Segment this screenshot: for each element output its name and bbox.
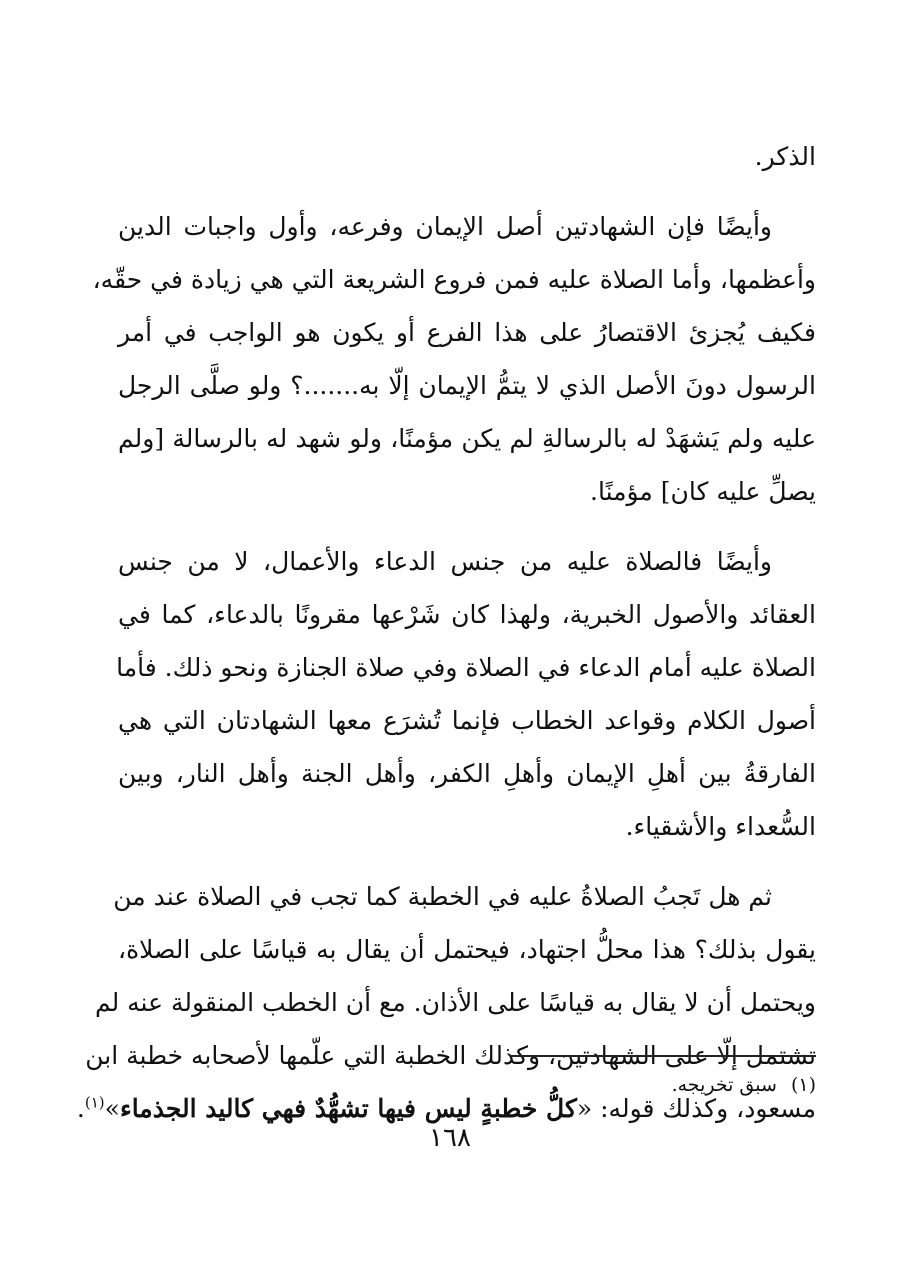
text-line: الصلاة عليه أمام الدعاء في الصلاة وفي صلاة الجنازة ونحو ذلك. فأما (116, 653, 816, 682)
quote-close: » (104, 1094, 120, 1123)
text-line: فكيف يُجزئ الاقتصارُ على هذا الفرع أو يكون هو الواجب في أمر (118, 318, 816, 347)
sentence-end: . (76, 1094, 85, 1123)
text-line: عليه ولم يَشهَدْ له بالرسالةِ لم يكن مؤمنًا، ولو شهد له بالرسالة [ولم (118, 424, 816, 453)
text-line: العقائد والأصول الخبرية، ولهذا كان شَرْعها مقرونًا بالدعاء، كما في (118, 600, 816, 629)
text-line: الرسول دونَ الأصل الذي لا يتمُّ الإيمان إلّا به.......؟ ولو صلَّى الرجل (118, 371, 816, 400)
paragraph-gap (118, 183, 816, 200)
footnote-text: سبق تخريجه. (671, 1074, 777, 1096)
text-line: يقول بذلك؟ هذا محلُّ اجتهاد، فيحتمل أن يقال به قياسًا على الصلاة، (118, 935, 816, 964)
quote-lead-in: مسعود، وكذلك قوله: « (576, 1094, 816, 1123)
text-line: الفارقةُ بين أهلِ الإيمان وأهلِ الكفر، وأهل الجنة وأهل النار، وبين (118, 759, 816, 788)
paragraph-gap (118, 518, 816, 535)
footnote-reference[interactable]: (١) (84, 1093, 105, 1112)
main-text (76, 130, 816, 1135)
paragraph-gap (118, 853, 816, 870)
text-line: أصول الكلام وقواعد الخطاب فإنما تُشرَع معها الشهادتان التي هي (118, 706, 816, 735)
text-line: ويحتمل أن لا يقال به قياسًا على الأذان. مع أن الخطب المنقولة عنه لم (94, 988, 816, 1017)
text-line: وأعظمها، وأما الصلاة عليه فمن فروع الشريعة التي هي زيادة في حقّه، (92, 265, 816, 294)
footnote-divider (510, 1055, 816, 1057)
text-line: وأيضًا فإن الشهادتين أصل الإيمان وفرعه، وأول واجبات الدين (118, 212, 772, 241)
footnote-number: (١) (790, 1074, 816, 1096)
page-number: ١٦٨ (429, 1123, 471, 1153)
text-line: السُّعداء والأشقياء. (625, 812, 816, 841)
text-line: يصلِّ عليه كان] مؤمنًا. (590, 477, 816, 506)
text-line: ثم هل تَجبُ الصلاةُ عليه في الخطبة كما تجب في الصلاة عند من (113, 882, 772, 911)
footnote (672, 1070, 816, 1100)
text-line: الذكر. (754, 142, 816, 171)
hadith-quote: كلُّ خطبةٍ ليس فيها تشهُّدٌ فهي كاليد الجذماء (119, 1094, 577, 1123)
text-line: وأيضًا فالصلاة عليه من جنس الدعاء والأعمال، لا من جنس (118, 547, 772, 576)
text-line: تشتمل إلّا على الشهادتين، وكذلك الخطبة التي علّمها لأصحابه خطبة ابن (85, 1041, 816, 1070)
